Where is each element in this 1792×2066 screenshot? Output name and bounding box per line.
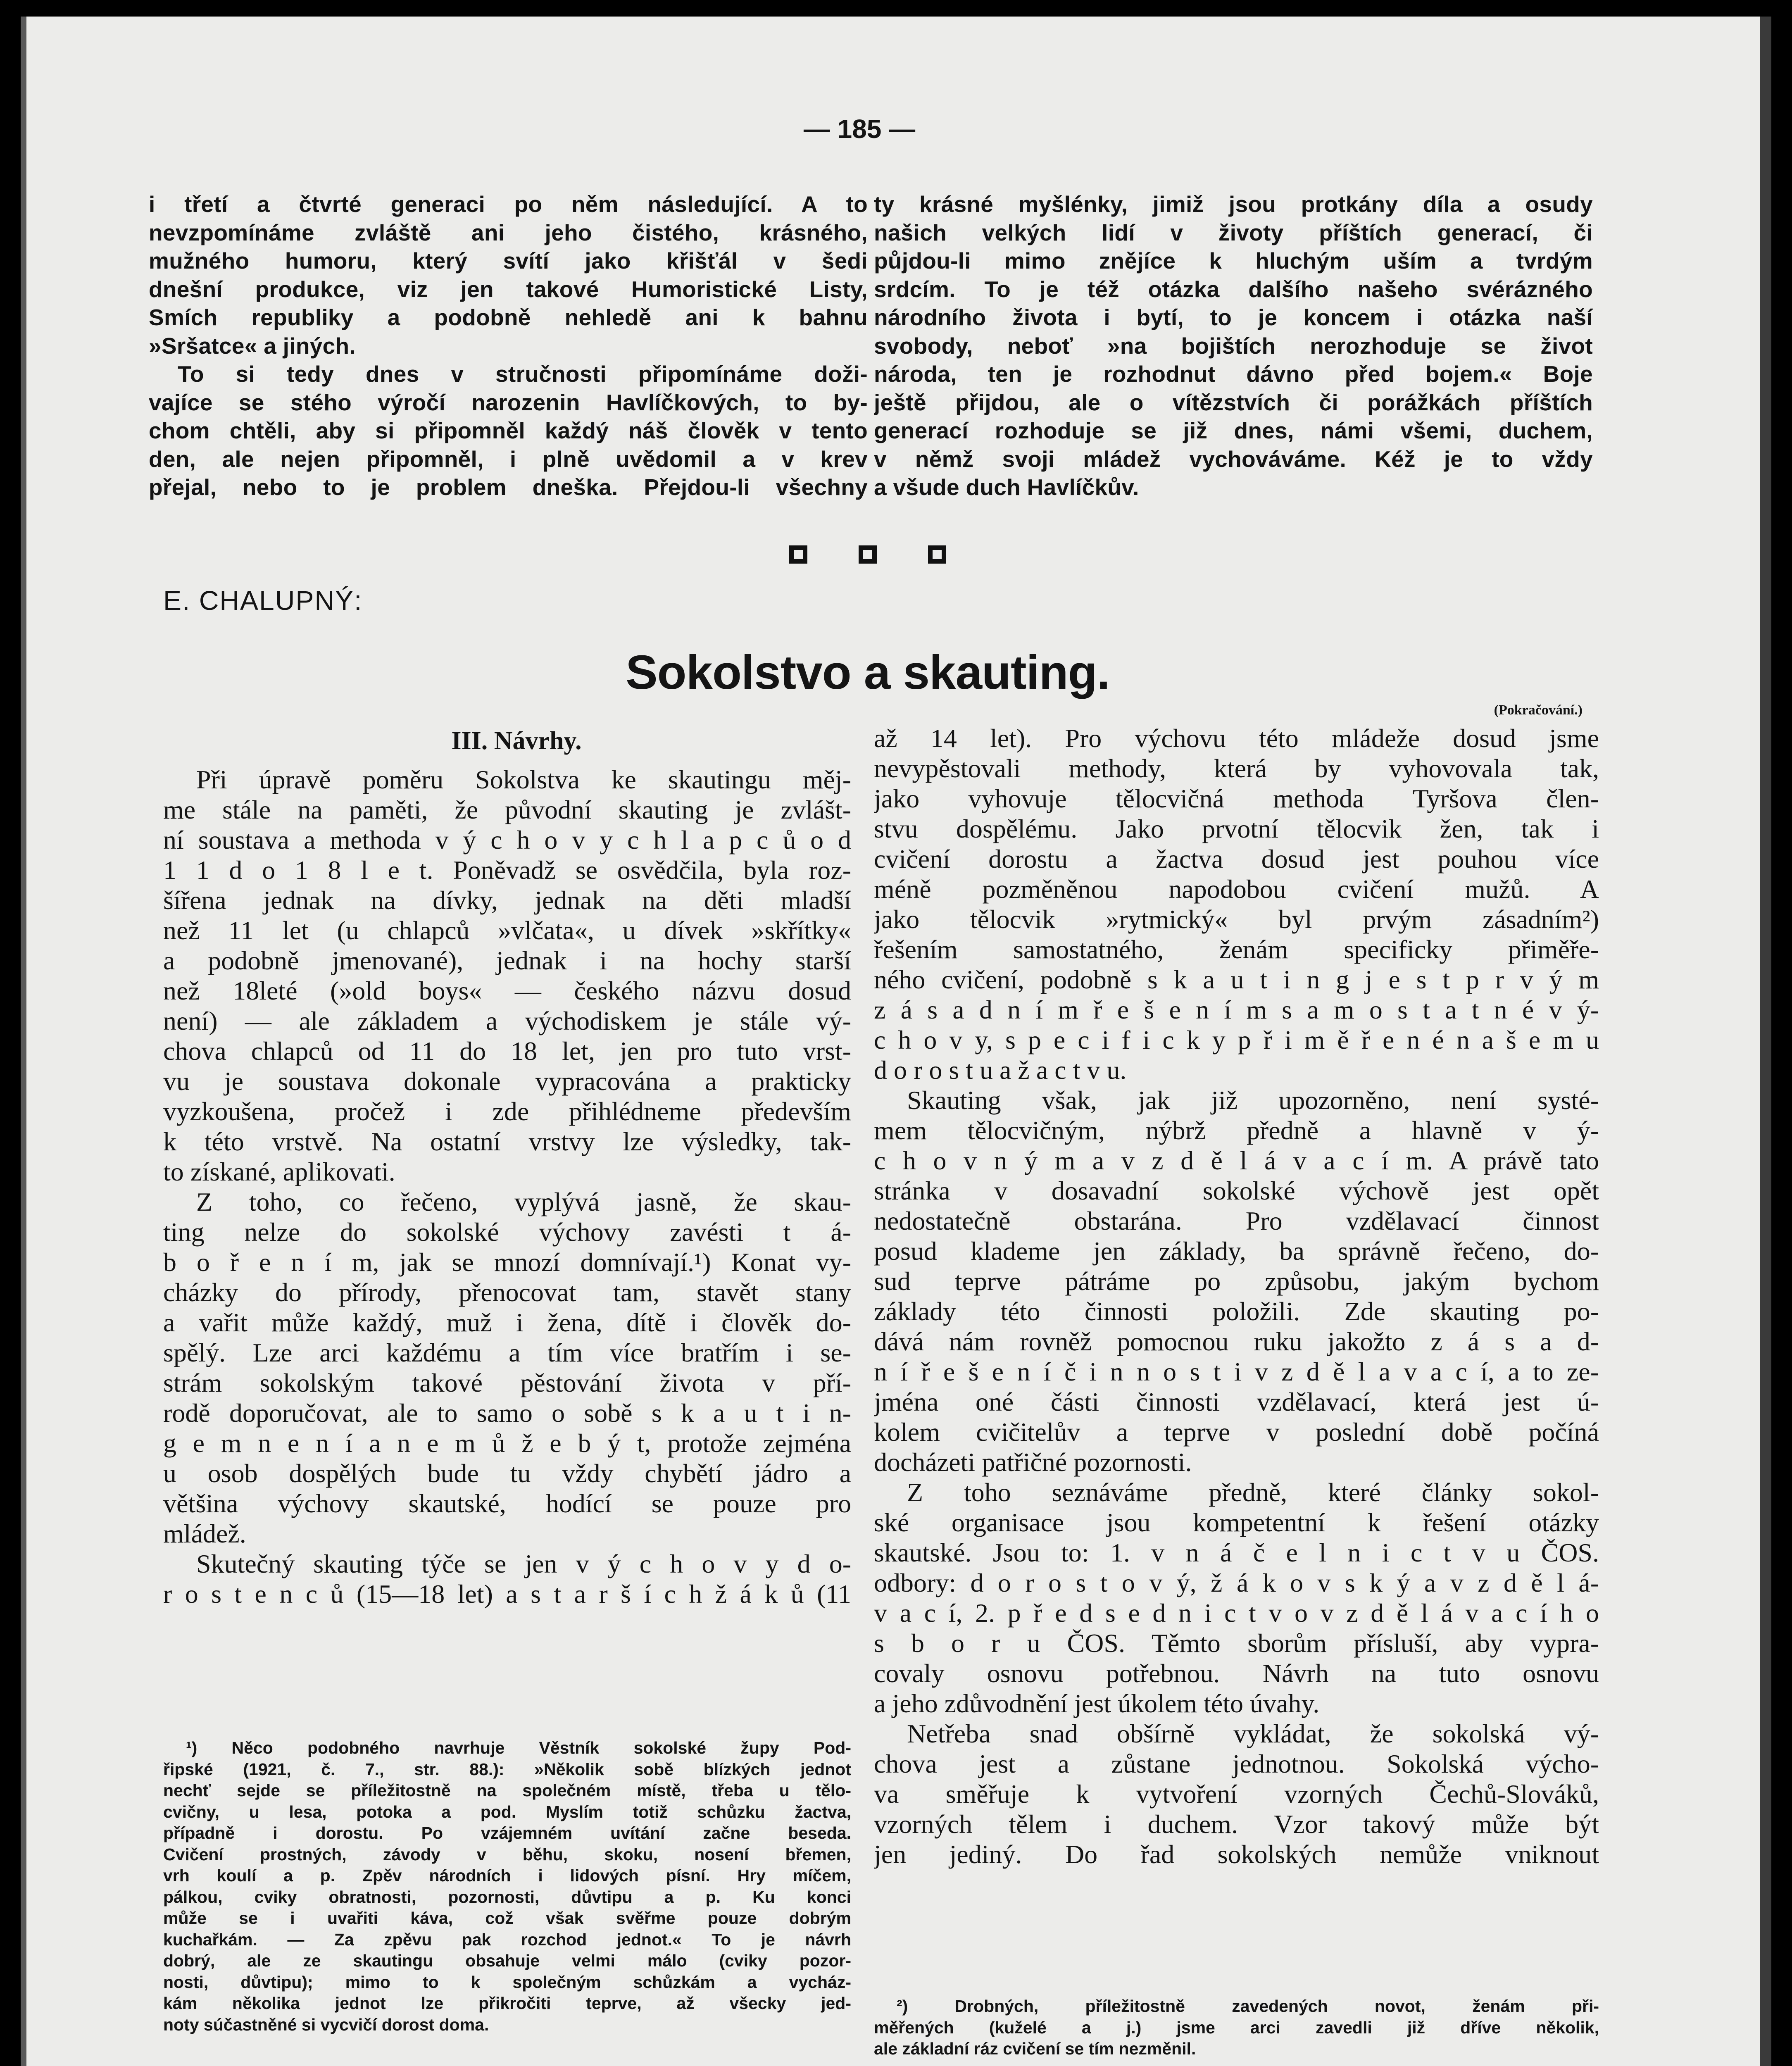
text-line: Smích republiky a podobně nehledě ani k bahnu xyxy=(149,305,868,330)
text-line: méně pozměněnou napodobou cvičení mužů. A xyxy=(874,874,1599,904)
footnote-2 xyxy=(874,1996,1599,2060)
text-line: z á s a d n í m ř e š e n í m s a m o s t a t n é v ý- xyxy=(874,995,1599,1024)
text-line: není) — ale základem a východiskem je stále vý- xyxy=(163,1006,851,1035)
text-line: vzorných tělem i duchem. Vzor takový může být xyxy=(874,1809,1599,1839)
text-line: případně i dorostu. Po vzájemném uvítání začne beseda. xyxy=(163,1823,851,1842)
text-line: mužného humoru, který svítí jako křišťál v šedi xyxy=(149,248,868,274)
top-right-column xyxy=(874,190,1593,502)
text-line: nosti, důvtipu); mimo to k společným schůzkám a vycház- xyxy=(163,1972,851,1992)
text-line: než 18leté (»old boys« — českého názvu dosud xyxy=(163,976,851,1005)
text-line: docházeti patřičné pozornosti. xyxy=(874,1447,1192,1477)
text-line: jména oné části činnosti vzdělavací, která jest ú- xyxy=(874,1387,1599,1416)
text-line: i třetí a čtvrté generaci po něm následující. A to xyxy=(149,191,868,217)
text-line: nechť sejde se příležitostně na společném místě, třeba u tělo- xyxy=(163,1781,851,1800)
text-line: řešením samostatného, ženám specificky přiměře- xyxy=(874,935,1599,964)
text-line: stránka v dosavadní sokolské výchově jest opět xyxy=(874,1176,1599,1205)
text-line: posud klademe jen základy, ba správně řečeno, do- xyxy=(874,1236,1599,1266)
body-right-column xyxy=(874,723,1599,1869)
text-line: jen jediný. Do řad sokolských nemůže vniknout xyxy=(874,1840,1599,1869)
text-line: dnešní produkce, viz jen takové Humoristické Listy, xyxy=(149,276,868,302)
square-icon xyxy=(928,545,946,564)
text-line: a jeho zdůvodnění jest úkolem této úvahy. xyxy=(874,1689,1320,1718)
text-line: šířena jednak na dívky, jednak na děti mladší xyxy=(163,885,851,915)
text-line: dává nám rovněž pomocnou ruku jakožto z á s a d- xyxy=(874,1327,1599,1356)
article-author: E. CHALUPNÝ: xyxy=(163,585,363,616)
text-line: r o s t e n c ů (15—18 let) a s t a r š í c h ž á k ů (11 xyxy=(163,1579,851,1609)
text-line: generací rozhoduje se již dnes, námi všemi, duchem, xyxy=(874,418,1593,443)
text-line: jako vyhovuje tělocvičná methoda Tyršova člen- xyxy=(874,784,1599,813)
text-line: ného cvičení, podobně s k a u t i n g j e s t p r v ý m xyxy=(874,965,1599,994)
text-line: přejal, nebo to je problem dneška. Přejdou-li všechny xyxy=(149,474,868,500)
text-line: vyzkoušena, pročež i zde přihlédneme především xyxy=(163,1097,851,1126)
text-line: skautské. Jsou to: 1. v n á č e l n i c t v u ČOS. xyxy=(874,1538,1599,1567)
text-line: ještě přijdou, ale o vítězstvích či porážkách příštích xyxy=(874,389,1593,415)
separator-ornament xyxy=(789,545,946,564)
page-edge-right xyxy=(1760,17,1771,2066)
square-icon xyxy=(859,545,877,564)
page-edge-left xyxy=(21,17,26,2066)
text-line: ty krásné myšlénky, jimiž jsou protkány díla a osudy xyxy=(874,191,1593,217)
text-line: kolem cvičitelův a teprve v poslední době počíná xyxy=(874,1417,1599,1447)
continued-note: (Pokračování.) xyxy=(1494,702,1583,718)
article-title: Sokolstvo a skauting. xyxy=(626,645,1110,699)
text-line: Netřeba snad obšírně vykládat, že sokolská vý- xyxy=(907,1719,1599,1748)
text-line: v a c í, 2. p ř e d s e d n i c t v o v z d ě l á v a c í h o xyxy=(874,1598,1599,1628)
text-line: To si tedy dnes v stručnosti připomínáme doži- xyxy=(178,361,868,387)
text-line: a vařit může každý, muž i žena, dítě i člověk do- xyxy=(163,1308,851,1337)
text-line: kám několika jednot lze přikročiti teprve, až všecky jed- xyxy=(163,1994,851,2013)
text-line: me stále na paměti, že původní skauting je zvlášt- xyxy=(163,795,851,824)
text-line: ní soustava a methoda v ý c h o v y c h l a p c ů o d xyxy=(163,825,851,854)
text-line: nedostatečně obstarána. Pro vzdělavací činnost xyxy=(874,1206,1599,1235)
text-line: kuchařkám. — Za zpěvu pak rozchod jednot.« To je návrh xyxy=(163,1930,851,1949)
text-line: Při úpravě poměru Sokolstva ke skautingu měj- xyxy=(196,765,851,794)
text-line: vu je soustava dokonale vypracována a prakticky xyxy=(163,1066,851,1096)
text-line: pálkou, cviky obratnosti, pozornosti, důvtipu a p. Ku konci xyxy=(163,1887,851,1907)
text-line: půjdou-li mimo znějíce k hluchým uším a tvrdým xyxy=(874,248,1593,274)
text-line: cházky do přírody, přenocovat tam, stavět stany xyxy=(163,1278,851,1307)
text-line: našich velkých lidí v životy příštích generací, či xyxy=(874,219,1593,245)
text-line: dobrý, ale ze skautingu obsahuje velmi málo (cviky pozor- xyxy=(163,1951,851,1970)
page-number: — 185 — xyxy=(803,114,916,144)
text-line: až 14 let). Pro výchovu této mládeže dosud jsme xyxy=(874,724,1599,753)
text-line: než 11 let (u chlapců »vlčata«, u dívek »skřítky« xyxy=(163,916,851,945)
text-line: Skauting však, jak již upozorněno, není systé- xyxy=(907,1085,1599,1115)
text-line: va směřuje k vytvoření vzorných Čechů-Slováků, xyxy=(874,1779,1599,1809)
text-line: g e m n e n í a n e m ů ž e b ý t, protože zejména xyxy=(163,1428,851,1458)
text-line: může se i uvařiti káva, což však svěřme pouze dobrým xyxy=(163,1909,851,1928)
text-line: srdcím. To je též otázka dalšího našeho svérázného xyxy=(874,276,1593,302)
text-line: u osob dospělých bude tu vždy chybětí jádro a xyxy=(163,1459,851,1488)
text-line: měřených (kuželé a j.) jsme arci zavedli již dříve několik, xyxy=(874,2018,1599,2037)
text-line: chom chtěli, aby si připomněl každý náš člověk v tento xyxy=(149,418,868,443)
text-line: nevypěstovali methody, která by vyhovovala tak, xyxy=(874,754,1599,783)
text-line: ské organisace jsou kompetentní k řešení otázky xyxy=(874,1508,1599,1537)
body-left-column xyxy=(163,764,851,1609)
text-line: chova chlapců od 11 do 18 let, jen pro tuto vrst- xyxy=(163,1036,851,1066)
square-icon xyxy=(789,545,807,564)
text-line: národa, ten je rozhodnut dávno před bojem.« Boje xyxy=(874,361,1593,387)
text-line: rodě doporučovat, ale to samo o sobě s k a u t i n- xyxy=(163,1398,851,1428)
text-line: ¹) Něco podobného navrhuje Věstník sokolské župy Pod- xyxy=(186,1738,851,1757)
text-line: c h o v y, s p e c i f i c k y p ř i m ě ř e n é n a š e m u xyxy=(874,1025,1599,1054)
text-line: národního života i bytí, to je koncem i otázka naší xyxy=(874,305,1593,330)
text-line: Z toho, co řečeno, vyplývá jasně, že skau- xyxy=(196,1187,851,1216)
text-line: v němž svoji mládež vychováváme. Kéž je to vždy xyxy=(874,446,1593,472)
text-line: a všude duch Havlíčkův. xyxy=(874,474,1139,500)
text-line: spělý. Lze arci každému a tím více bratřím i se- xyxy=(163,1338,851,1367)
text-line: k této vrstvě. Na ostatní vrstvy lze výsledky, tak- xyxy=(163,1127,851,1156)
text-line: mládež. xyxy=(163,1519,246,1548)
text-line: a podobně jmenované), jednak i na hochy starší xyxy=(163,946,851,975)
text-line: ale základní ráz cvičení se tím nezměnil. xyxy=(874,2039,1196,2058)
text-line: vrh koulí a p. Zpěv národních i lidových písní. Hry míčem, xyxy=(163,1866,851,1885)
text-line: 1 1 d o 1 8 l e t. Poněvadž se osvědčila, byla roz- xyxy=(163,855,851,885)
text-line: d o r o s t u a ž a c t v u. xyxy=(874,1055,1127,1085)
text-line: stvu dospělému. Jako prvotní tělocvik žen, tak i xyxy=(874,814,1599,843)
text-line: Skutečný skauting týče se jen v ý c h o v y d o- xyxy=(196,1549,851,1578)
text-line: vajíce se stého výročí narozenin Havlíčkových, to by- xyxy=(149,389,868,415)
text-line: nevzpomínáme zvláště ani jeho čistého, krásného, xyxy=(149,219,868,245)
text-line: strám sokolským takové pěstování života v pří- xyxy=(163,1368,851,1397)
section-heading: III. Návrhy. xyxy=(451,727,582,755)
text-line: ²) Drobných, příležitostně zavedených novot, ženám při- xyxy=(897,1997,1599,2016)
footnote-1 xyxy=(163,1738,851,2035)
text-line: »Sršatce« a jiných. xyxy=(149,333,356,359)
text-line: mem tělocvičným, nýbrž předně a hlavně v ý- xyxy=(874,1116,1599,1145)
top-left-column xyxy=(149,190,868,502)
text-line: den, ale nejen připomněl, i plně uvědomil a v krev xyxy=(149,446,868,472)
text-line: cvičny, u lesa, potoka a pod. Myslím totiž schůzku žactva, xyxy=(163,1802,851,1821)
text-line: b o ř e n í m, jak se mnozí domnívají.¹) Konat vy- xyxy=(163,1247,851,1277)
text-line: cvičení dorostu a žactva dosud jest pouhou více xyxy=(874,844,1599,874)
text-line: n í ř e š e n í č i n n o s t i v z d ě l a v a c í, a to ze- xyxy=(874,1357,1599,1386)
text-line: sud teprve pátráme po způsobu, jakým bychom xyxy=(874,1266,1599,1296)
text-line: noty súčastněné si vycvičí dorost doma. xyxy=(163,2015,489,2034)
text-line: chova jest a zůstane jednotnou. Sokolská výcho- xyxy=(874,1749,1599,1778)
text-line: většina výchovy skautské, hodící se pouze pro xyxy=(163,1489,851,1518)
text-line: svobody, neboť »na bojištích nerozhoduje se život xyxy=(874,333,1593,359)
text-line: s b o r u ČOS. Těmto sborům přísluší, aby vypra- xyxy=(874,1628,1599,1658)
text-line: Z toho seznáváme předně, které články sokol- xyxy=(907,1478,1599,1507)
text-line: Cvičení prostných, závody v běhu, skoku, nosení břemen, xyxy=(163,1845,851,1864)
text-line: odbory: d o r o s t o v ý, ž á k o v s k ý a v z d ě l á- xyxy=(874,1568,1599,1597)
text-line: covaly osnovu potřebnou. Návrh na tuto osnovu xyxy=(874,1659,1599,1688)
text-line: základy této činnosti položili. Zde skauting po- xyxy=(874,1297,1599,1326)
text-line: jako tělocvik »rytmický« byl prvým zásadním²) xyxy=(874,904,1599,934)
text-line: ting nelze do sokolské výchovy zavésti t á- xyxy=(163,1217,851,1247)
page xyxy=(21,17,1771,2066)
text-line: c h o v n ý m a v z d ě l á v a c í m. A právě tato xyxy=(874,1146,1599,1175)
text-line: to získané, aplikovati. xyxy=(163,1157,395,1186)
text-line: řipské (1921, č. 7., str. 88.): »Několik sobě blízkých jednot xyxy=(163,1759,851,1779)
